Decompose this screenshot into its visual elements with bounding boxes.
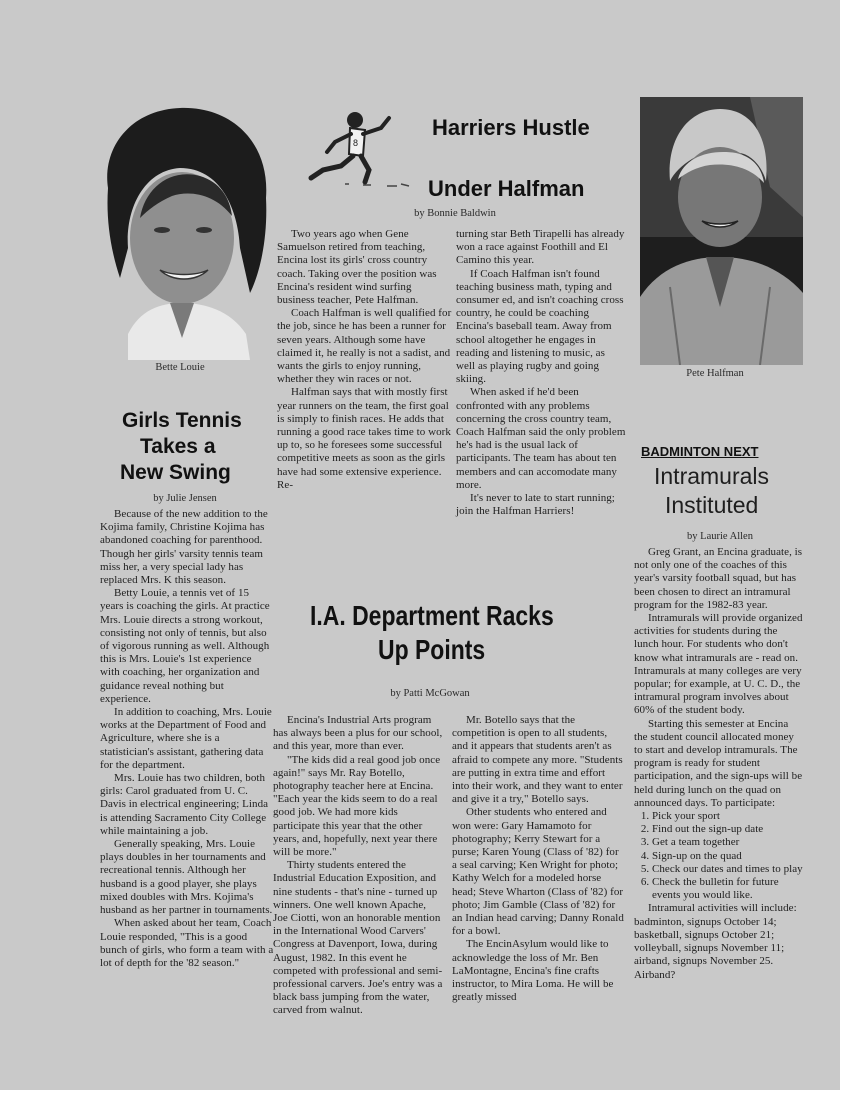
intramurals-article-body (634, 546, 804, 982)
ia-paragraph: Other students who entered and won were: Gary Hamamoto for photography; Kerry Stewart for a purse; Karen Young (Class of '82) for a seal carving; Ken Wright for photo; Kathy Welch for a modeled horse head; Steve Wharton (Class of '82) for photo; Jim Gamble (Class of '82) for an Indian head carving; Danny Ronald for a bowl. (452, 806, 624, 938)
harriers-headline-top: Harriers Hustle (432, 115, 590, 140)
intramurals-headline-line-2: Instituted (665, 492, 759, 518)
intramurals-steps (634, 810, 804, 902)
tennis-paragraph: In addition to coaching, Mrs. Louie works at the Department of Food and Agriculture, where she is a statistician's assistant, gathering data for the department. (100, 706, 272, 771)
runner-illustration (305, 108, 415, 190)
svg-text:8: 8 (353, 138, 359, 148)
bette-louie-caption: Bette Louie (155, 362, 205, 373)
tennis-paragraph: Because of the new addition to the Kojima family, Christine Kojima has abandoned coaching for parenthood. Though her girls' varsity tennis team miss her, a very special lady has replaced Mrs. K this season. (100, 508, 268, 587)
tennis-headline-line: Girls Tennis (122, 409, 242, 432)
harriers-paragraph: Two years ago when Gene Samuelson retired from teaching, Encina lost its girls' cross country coach. Taking over the position was Encina's resident wind surfing business teacher, Pete Halfman. (277, 228, 437, 307)
intramurals-paragraph: Intramurals will provide organized activities for students during the lunch hour. For students who don't know what intramurals are - read on. Intramurals at many colleges are very popular; for example, at U. C. D., the intramural program involves about 60% of the student body. (634, 612, 803, 717)
ia-paragraph: The EncinAsylum would like to acknowledge the loss of Mr. Ben LaMontagne, Encina's fine crafts instructor, to Mira Loma. He will be greatly missed (452, 938, 614, 1004)
intramurals-tail: Airband? (634, 968, 676, 981)
step-item: 4. Sign-up on the quad (652, 850, 804, 863)
ia-paragraph: Thirty students entered the Industrial Education Exposition, and nine students - that's nine - turned up winners. One well known Apache, Joe Ciotti, won an honorable mention in the International Wood Carvers' Congress at Davenport, Iowa, during August, 1982. In this event he competed with professional and semi-professional carvers. Joe's entry was a black bass jumping from the water, carved from walnut. (273, 859, 443, 1017)
ia-column-1 (273, 714, 443, 1018)
ia-byline: by Patti McGowan (390, 688, 470, 699)
pete-halfman-photo (640, 97, 803, 365)
harriers-headline-bottom: Under Halfman (428, 176, 585, 201)
intramurals-kicker: BADMINTON NEXT (641, 444, 759, 459)
step-item: 3. Get a team together (652, 836, 804, 849)
ia-paragraph: Encina's Industrial Arts program has always been a plus for our school, and this year, more than ever. (273, 714, 443, 753)
tennis-paragraph: When asked about her team, Coach Louie responded, "This is a good bunch of girls, who form a team with a lot of depth for the '82 season." (100, 917, 274, 969)
step-item: 1. Pick your sport (652, 810, 804, 823)
step-item: 2. Find out the sign-up date (652, 823, 804, 836)
tennis-headline-line: New Swing (120, 461, 231, 484)
tennis-byline: by Julie Jensen (153, 493, 217, 504)
tennis-headline (118, 408, 268, 486)
tennis-headline-line: Takes a (140, 435, 216, 458)
pete-halfman-caption: Pete Halfman (686, 368, 744, 379)
intramurals-byline: by Laurie Allen (687, 531, 753, 542)
intramurals-headline-line-1: Intramurals (654, 463, 770, 489)
harriers-column-1 (277, 228, 452, 492)
harriers-paragraph: turning star Beth Tirapelli has already won a race against Foothill and El Camino this year. (456, 228, 625, 267)
ia-paragraph: Mr. Botello says that the competition is open to all students, and it appears that students aren't as afraid to compete any more. "Students are putting in extra time and effort into their work, and they want to enter and give it a try," Botello says. (452, 714, 623, 806)
harriers-column-2 (456, 228, 626, 518)
step-item: 5. Check our dates and times to play (652, 863, 804, 876)
intramurals-paragraph: Greg Grant, an Encina graduate, is not only one of the coaches of this year's varsity football squad, but has been chosen to direct an intramural program for the 1982-83 year. (634, 546, 803, 611)
tennis-paragraph: Mrs. Louie has two children, both girls: Carol graduated from U. C. Davis in electrical engineering; Linda is attending Sacramento City College while maintaining a job. (100, 772, 269, 837)
harriers-byline: by Bonnie Baldwin (414, 208, 496, 219)
harriers-paragraph: If Coach Halfman isn't found teaching business math, typing and consumer ed, and isn't coaching cross country, he could be coaching Encina's baseball team. Away from school altogether he engages in reading and listening to music, as well as playing rugby and going skiing. (456, 267, 624, 386)
ia-headline-line-2: Up Points (378, 634, 486, 665)
harriers-paragraph: It's never to late to start running; join the Halfman Harriers! (456, 492, 615, 518)
ia-headline-line-1: I.A. Department Racks (310, 600, 554, 631)
ia-paragraph: "The kids did a real good job once again!" says Mr. Ray Botello, photography teacher here at Encina. "Each year the kids seem to do a real good job. We had more kids participate this year that the other years, and, hopefully, next year there will be more." (273, 753, 441, 859)
step-item: 6. Check the bulletin for future events you would like. (652, 876, 804, 902)
bette-louie-photo (100, 98, 270, 360)
harriers-paragraph: Coach Halfman is well qualified for the job, since he has been a runner for seven years. Although some have claimed it, he really is not a sadist, and wants the girls to enjoy running, whether they win races or not. (277, 307, 452, 386)
tennis-paragraph: Generally speaking, Mrs. Louie plays doubles in her tournaments and recreational tennis. Although her husband is a good player, she plays mixed doubles with Mrs. Kojima's husband as her partner in tournaments. (100, 838, 273, 917)
tennis-article-body (100, 508, 274, 970)
harriers-paragraph: Halfman says that with mostly first year runners on the team, the first goal is simply to finish races. He adds that running a good race takes time to work up to, so he foresees some successful competitive meets as soon as the girls have had some extensive experience. Re- (277, 386, 451, 491)
harriers-paragraph: When asked if he'd been confronted with any problems concerning the cross country team, Coach Halfman said the only problem he's had is the usual lack of participants. The team has about ten members and can accomodate many more. (456, 386, 626, 491)
ia-column-2 (452, 714, 624, 1004)
tennis-paragraph: Betty Louie, a tennis vet of 15 years is coaching the girls. At practice Mrs. Louie directs a strong workout, consisting not only of tennis, but also of vigorous running as well. Although this is Mrs. Louie's 1st experience with coaching, her organization and guidance reveal nothing but experience. (100, 587, 270, 705)
intramurals-paragraph: Starting this semester at Encina the student council allocated money to start and develop intramurals. The program is ready for student participation, and the sign-ups will be held during lunch on the quad on announced days. To participate: (634, 717, 803, 809)
intramurals-paragraph: Intramural activities will include: badminton, signups October 14; basketball, signups October 21; volleyball, signups November 11; airband, signups November 25. (634, 902, 797, 968)
